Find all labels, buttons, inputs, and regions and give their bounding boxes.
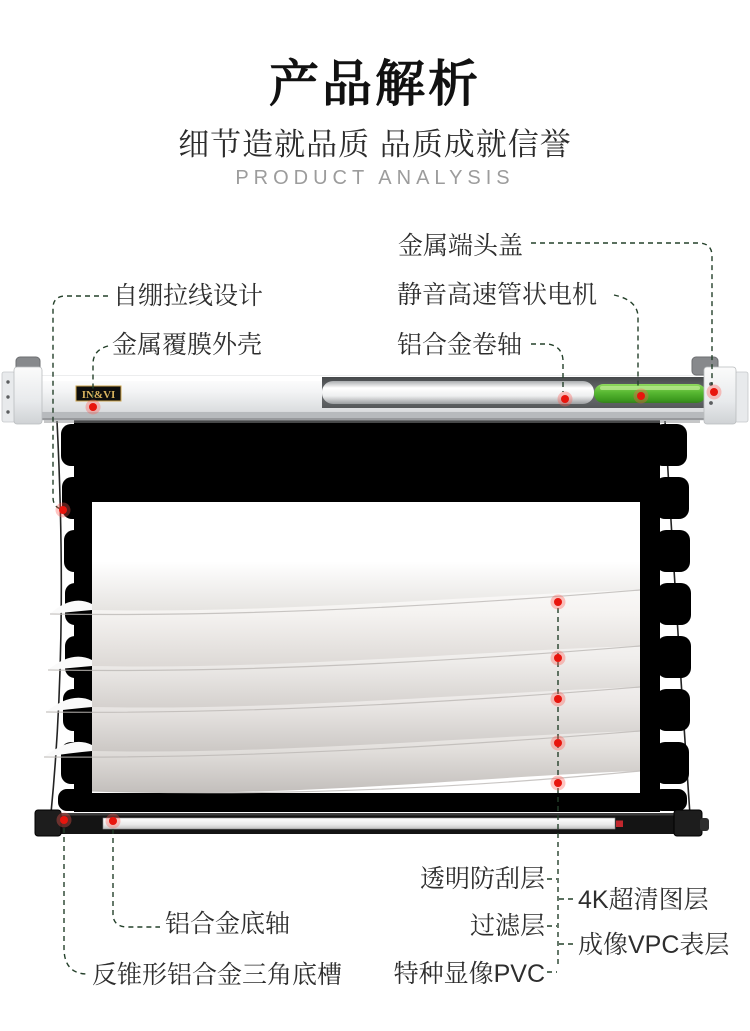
connector-bottom-axis [113, 829, 160, 927]
brand-logo-badge [76, 386, 121, 401]
dot-layer-4k [551, 651, 566, 666]
brand-logo-text: IN&VI [81, 388, 116, 401]
connector-end-cap [531, 243, 712, 385]
bottom-bar-silver-strip [103, 818, 615, 829]
dot-layer-vpc [551, 736, 566, 751]
aluminum-roller [322, 381, 594, 404]
label-filter-layer: 过滤层 [469, 912, 545, 940]
connector-bottom-groove [64, 828, 89, 974]
page-subtitle: 细节造就品质 品质成就信誉 [178, 127, 572, 162]
label-roller: 铝合金卷轴 [397, 331, 523, 359]
page-title: 产品解析 [269, 56, 481, 112]
bottom-bar-red-switch [616, 821, 623, 828]
label-vpc-layer: 成像VPC表层 [578, 931, 730, 959]
bottom-bar [35, 810, 709, 836]
dot-layer-scratch [551, 595, 566, 610]
label-pvc-layer: 特种显像PVC [393, 960, 545, 988]
dot-tension-wire [56, 503, 71, 518]
dot-layer-pvc [551, 776, 566, 791]
label-motor: 静音高速管状电机 [397, 281, 598, 309]
dot-bottom-groove [57, 813, 72, 828]
connector-motor [614, 295, 638, 389]
housing-end-cap-left [14, 367, 42, 424]
label-bottom-groove: 反锥形铝合金三角底槽 [92, 961, 343, 989]
label-end-cap: 金属端头盖 [398, 232, 524, 260]
label-uhd-layer: 4K超清图层 [578, 886, 709, 914]
dot-shell [86, 400, 101, 415]
label-bottom-axis: 铝合金底轴 [165, 910, 291, 938]
dot-motor [634, 389, 649, 404]
label-scratch-layer: 透明防刮层 [419, 865, 545, 893]
screen-layer-stack [44, 502, 640, 793]
dot-end-cap [707, 385, 722, 400]
label-shell: 金属覆膜外壳 [112, 331, 263, 359]
page-subtitle-en: PRODUCT ANALYSIS [235, 167, 515, 189]
dot-layer-filter [551, 692, 566, 707]
tension-tabs-right [653, 424, 691, 811]
dot-bottom-axis [106, 814, 121, 829]
dot-roller [558, 392, 573, 407]
mounting-brackets [16, 357, 718, 375]
label-tension-wire: 自绷拉线设计 [113, 282, 264, 310]
